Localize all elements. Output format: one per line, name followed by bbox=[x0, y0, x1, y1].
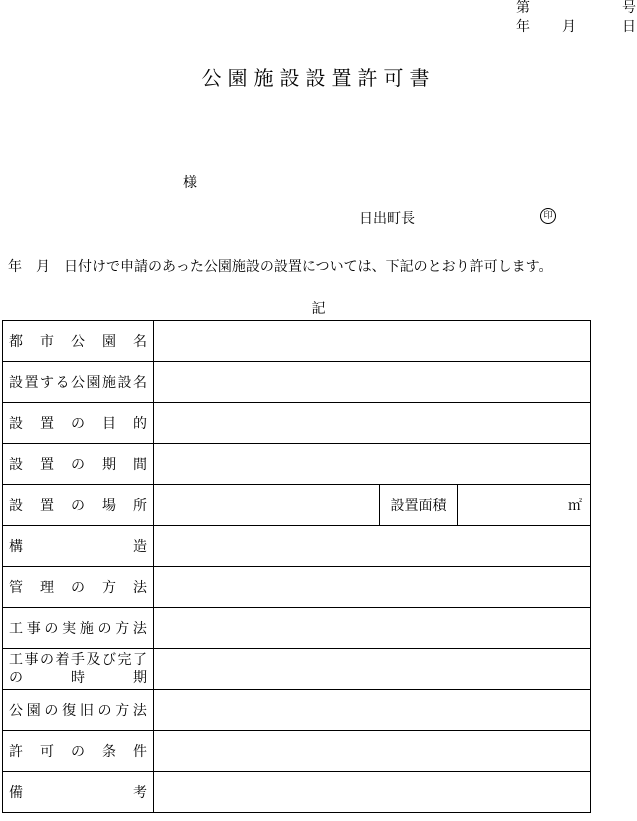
row-value-restoration[interactable] bbox=[154, 690, 591, 731]
table-row bbox=[3, 362, 591, 403]
row-value-structure[interactable] bbox=[154, 526, 591, 567]
area-label: 設置面積 bbox=[380, 485, 458, 526]
label-char: 完 bbox=[117, 652, 132, 668]
label-char: 置 bbox=[24, 375, 39, 391]
row-label-construction-method bbox=[3, 608, 154, 649]
label-char: 及 bbox=[86, 652, 101, 668]
distributed-label bbox=[9, 536, 147, 556]
label-char: 施 bbox=[79, 621, 94, 637]
label-char: 工 bbox=[9, 652, 23, 668]
row-label-period bbox=[3, 444, 154, 485]
label-char: る bbox=[55, 375, 70, 391]
number-dai-label: 第 bbox=[516, 0, 530, 16]
distributed-label bbox=[9, 577, 147, 597]
label-char: 件 bbox=[133, 744, 147, 760]
label-char: 名 bbox=[133, 375, 147, 391]
label-char: 法 bbox=[132, 703, 147, 719]
label-char: 置 bbox=[40, 457, 54, 473]
label-char: 置 bbox=[40, 498, 54, 514]
label-char: 事 bbox=[24, 652, 39, 668]
distributed-label bbox=[9, 618, 147, 638]
row-value-construction-method[interactable] bbox=[154, 608, 591, 649]
row-label-management bbox=[3, 567, 154, 608]
label-char: 設 bbox=[9, 375, 23, 391]
row-label-remarks bbox=[3, 772, 154, 813]
table-row bbox=[3, 690, 591, 731]
label-char: 条 bbox=[102, 744, 116, 760]
distributed-label bbox=[9, 413, 147, 433]
label-char: の bbox=[71, 416, 85, 432]
table-row bbox=[3, 731, 591, 772]
distributed-label bbox=[9, 700, 147, 720]
document-title: 公園施設設置許可書 bbox=[201, 66, 436, 90]
label-char: 期 bbox=[102, 457, 116, 473]
row-value-location[interactable] bbox=[154, 485, 380, 526]
distributed-label-line2 bbox=[9, 669, 147, 687]
distributed-label bbox=[9, 331, 147, 351]
label-char: 設 bbox=[9, 498, 23, 514]
label-char: 事 bbox=[26, 621, 41, 637]
label-char: 法 bbox=[133, 580, 147, 596]
table-row bbox=[3, 567, 591, 608]
label-char: 管 bbox=[9, 580, 23, 596]
distributed-label bbox=[9, 495, 147, 515]
label-char: 造 bbox=[133, 539, 147, 555]
distributed-label bbox=[9, 454, 147, 474]
row-value-conditions[interactable] bbox=[154, 731, 591, 772]
label-char: 公 bbox=[71, 334, 85, 350]
label-char: 園 bbox=[26, 703, 41, 719]
label-char: 設 bbox=[9, 457, 23, 473]
row-label-location bbox=[3, 485, 154, 526]
label-char: す bbox=[40, 375, 54, 391]
label-char: の bbox=[40, 652, 54, 668]
label-char: 設 bbox=[117, 375, 132, 391]
label-char: の bbox=[71, 580, 85, 596]
date-month-label: 月 bbox=[562, 19, 576, 35]
label-char: 置 bbox=[40, 416, 54, 432]
label-char: 工 bbox=[9, 621, 23, 637]
label-char: 構 bbox=[9, 539, 23, 555]
permission-statement: 年 月 日付けで申請のあった公園施設の設置については、下記のとおり許可します。 bbox=[8, 259, 553, 275]
label-char: 間 bbox=[133, 457, 147, 473]
table-row bbox=[3, 526, 591, 567]
label-char: 着 bbox=[55, 652, 70, 668]
label-char: の bbox=[71, 744, 85, 760]
distributed-label-line1 bbox=[9, 651, 147, 669]
row-label-construction-timing bbox=[3, 649, 154, 690]
table-row bbox=[3, 403, 591, 444]
date-day-label: 日 bbox=[622, 19, 636, 35]
label-char: 市 bbox=[40, 334, 54, 350]
row-value-period[interactable] bbox=[154, 444, 591, 485]
label-char: 場 bbox=[102, 498, 116, 514]
area-unit: ㎡ bbox=[568, 498, 583, 514]
label-char: 施 bbox=[102, 375, 116, 391]
label-char: の bbox=[97, 703, 112, 719]
table-row bbox=[3, 444, 591, 485]
date-year-label: 年 bbox=[516, 19, 530, 35]
distributed-label bbox=[9, 782, 147, 802]
label-char: 旧 bbox=[79, 703, 94, 719]
label-char: の bbox=[71, 498, 85, 514]
row-label-purpose bbox=[3, 403, 154, 444]
label-char: 理 bbox=[40, 580, 54, 596]
area-value[interactable] bbox=[458, 485, 591, 526]
row-value-purpose[interactable] bbox=[154, 403, 591, 444]
row-value-facility-name[interactable] bbox=[154, 362, 591, 403]
row-label-restoration bbox=[3, 690, 154, 731]
label-char: び bbox=[102, 652, 116, 668]
row-label-park-name bbox=[3, 321, 154, 362]
ki-heading: 記 bbox=[311, 301, 326, 317]
distributed-label bbox=[9, 741, 147, 761]
table-row bbox=[3, 485, 591, 526]
label-char: 目 bbox=[102, 416, 116, 432]
addressee-suffix: 様 bbox=[183, 175, 197, 191]
seal-mark: 印 bbox=[540, 208, 556, 224]
table-row bbox=[3, 649, 591, 690]
issuer-name: 日出町長 bbox=[359, 211, 415, 227]
label-char: 所 bbox=[133, 498, 147, 514]
label-char: の bbox=[44, 621, 59, 637]
row-value-construction-timing[interactable] bbox=[154, 649, 591, 690]
label-char: 的 bbox=[133, 416, 147, 432]
label-char: 許 bbox=[9, 744, 23, 760]
label-char: の bbox=[9, 670, 23, 686]
number-go-label: 号 bbox=[622, 0, 636, 16]
label-char: 実 bbox=[62, 621, 77, 637]
label-char: 可 bbox=[40, 744, 54, 760]
row-value-remarks[interactable] bbox=[154, 772, 591, 813]
label-char: 手 bbox=[71, 652, 85, 668]
table-row bbox=[3, 772, 591, 813]
row-label-facility-name bbox=[3, 362, 154, 403]
label-char: 園 bbox=[86, 375, 101, 391]
label-char: 園 bbox=[102, 334, 116, 350]
label-char: 備 bbox=[9, 785, 23, 801]
row-label-conditions bbox=[3, 731, 154, 772]
permit-details-table bbox=[2, 320, 591, 813]
label-char: 都 bbox=[9, 334, 23, 350]
label-char: 期 bbox=[133, 670, 147, 686]
table-row bbox=[3, 321, 591, 362]
label-char: 方 bbox=[115, 703, 130, 719]
label-char: の bbox=[97, 621, 112, 637]
label-char: 公 bbox=[9, 703, 23, 719]
label-char: 法 bbox=[132, 621, 147, 637]
label-char: の bbox=[44, 703, 59, 719]
label-char: 時 bbox=[71, 670, 85, 686]
distributed-label bbox=[9, 372, 147, 392]
label-char: の bbox=[71, 457, 85, 473]
row-value-management[interactable] bbox=[154, 567, 591, 608]
label-char: 復 bbox=[62, 703, 77, 719]
table-row bbox=[3, 608, 591, 649]
label-char: 考 bbox=[133, 785, 147, 801]
label-char: 公 bbox=[71, 375, 85, 391]
row-label-structure bbox=[3, 526, 154, 567]
label-char: 名 bbox=[133, 334, 147, 350]
row-value-park-name[interactable] bbox=[154, 321, 591, 362]
label-char: 設 bbox=[9, 416, 23, 432]
label-char: 方 bbox=[102, 580, 116, 596]
label-char: 了 bbox=[133, 652, 147, 668]
label-char: 方 bbox=[115, 621, 130, 637]
